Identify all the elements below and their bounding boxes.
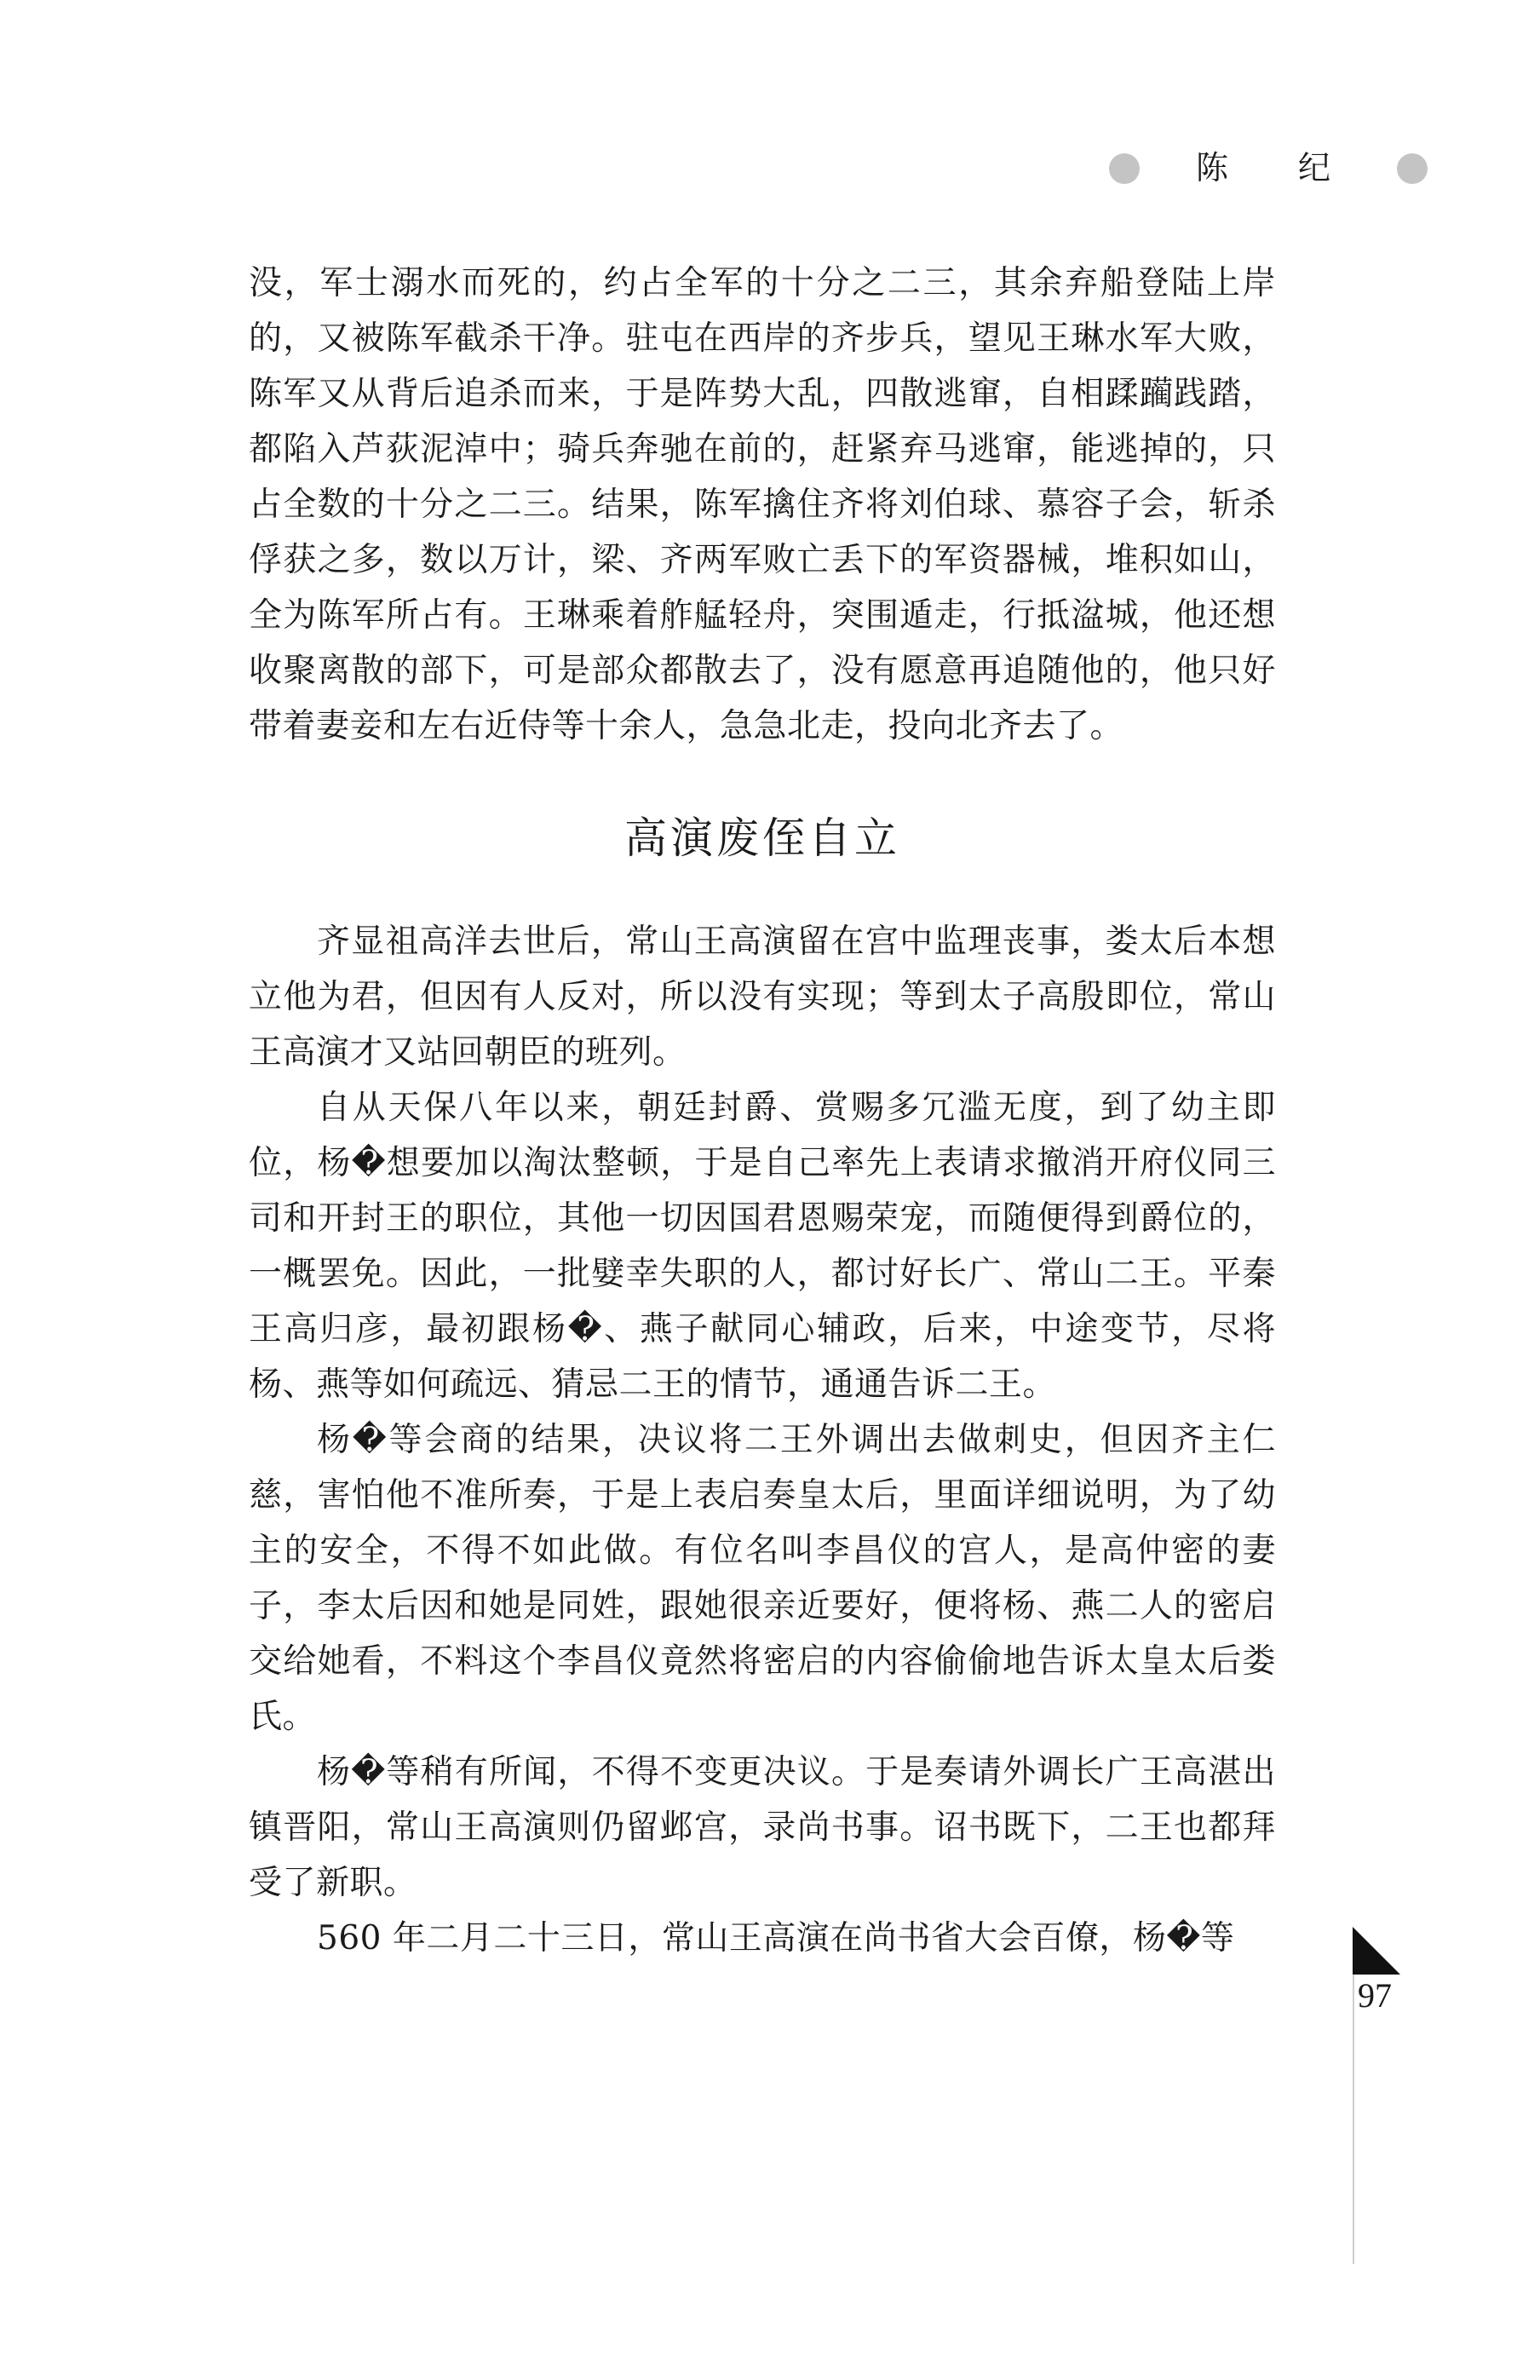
body-paragraph-5: 560 年二月二十三日，常山王高演在尚书省大会百僚，杨�等 xyxy=(317,1919,1235,1957)
running-head xyxy=(1109,147,1431,194)
running-head-char-1: 陈 xyxy=(1196,149,1229,187)
body-paragraph-3: 杨�等会商的结果，决议将二王外调出去做刺史，但因齐主仁慈，害怕他不准所奏，于是上表启奏皇太后，里面详细说明，为了幼主的安全，不得不如此做。有位名叫李昌仪的宫人，是高仲密的妻子，李太后因和她是同姓，跟她很亲近要好，便将杨、燕二人的密启交给她看，不料这个李昌仪竟然将密启的内容偷偷地告诉太皇太后娄氏。 xyxy=(249,1421,1276,1736)
section-title: 高演废侄自立 xyxy=(624,813,900,863)
body-paragraph-2: 自从天保八年以来，朝廷封爵、赏赐多冗滥无度，到了幼主即位，杨�想要加以淘汰整顿，于是自己率先上表请求撤消开府仪同三司和开封王的职位，其他一切因国君恩赐荣宠，而随便得到爵位的，一概罢免。因此，一批嬖幸失职的人，都讨好长广、常山二王。平秦王高归彦，最初跟杨�、燕子献同心辅政，后来，中途变节，尽将杨、燕等如何疏远、猜忌二王的情节，通通告诉二王。 xyxy=(249,1089,1276,1404)
page-body xyxy=(249,256,1276,1966)
corner-triangle-marker xyxy=(1353,1927,1400,1975)
left-dot-ornament xyxy=(1109,153,1140,184)
margin-rule xyxy=(1353,1975,1354,2264)
right-dot-ornament xyxy=(1397,153,1428,184)
body-paragraph-4: 杨�等稍有所闻，不得不变更决议。于是奏请外调长广王高湛出镇晋阳，常山王高演则仍留邺宫，录尚书事。诏书既下，二王也都拜受了新职。 xyxy=(249,1753,1276,1902)
intro-paragraph: 没，军士溺水而死的，约占全军的十分之二三，其余弃船登陆上岸的，又被陈军截杀干净。驻屯在西岸的齐步兵，望见王琳水军大败，陈军又从背后追杀而来，于是阵势大乱，四散逃窜，自相蹂躏践踏，都陷入芦荻泥淖中；骑兵奔驰在前的，赶紧弃马逃窜，能逃掉的，只占全数的十分之二三。结果，陈军擒住齐将刘伯球、慕容子会，斩杀俘获之多，数以万计，梁、齐两军败亡丢下的军资器械，堆积如山，全为陈军所占有。王琳乘着舴艋轻舟，突围遁走，行抵湓城，他还想收聚离散的部下，可是部众都散去了，没有愿意再追随他的，他只好带着妻妾和左右近侍等十余人，急急北走，投向北齐去了。 xyxy=(249,264,1276,745)
body-paragraph-1: 齐显祖高洋去世后，常山王高演留在宫中监理丧事，娄太后本想立他为君，但因有人反对，所以没有实现；等到太子高殷即位，常山王高演才又站回朝臣的班列。 xyxy=(249,923,1276,1072)
running-head-char-2: 纪 xyxy=(1298,149,1331,187)
page-number: 97 xyxy=(1358,1976,1392,2015)
